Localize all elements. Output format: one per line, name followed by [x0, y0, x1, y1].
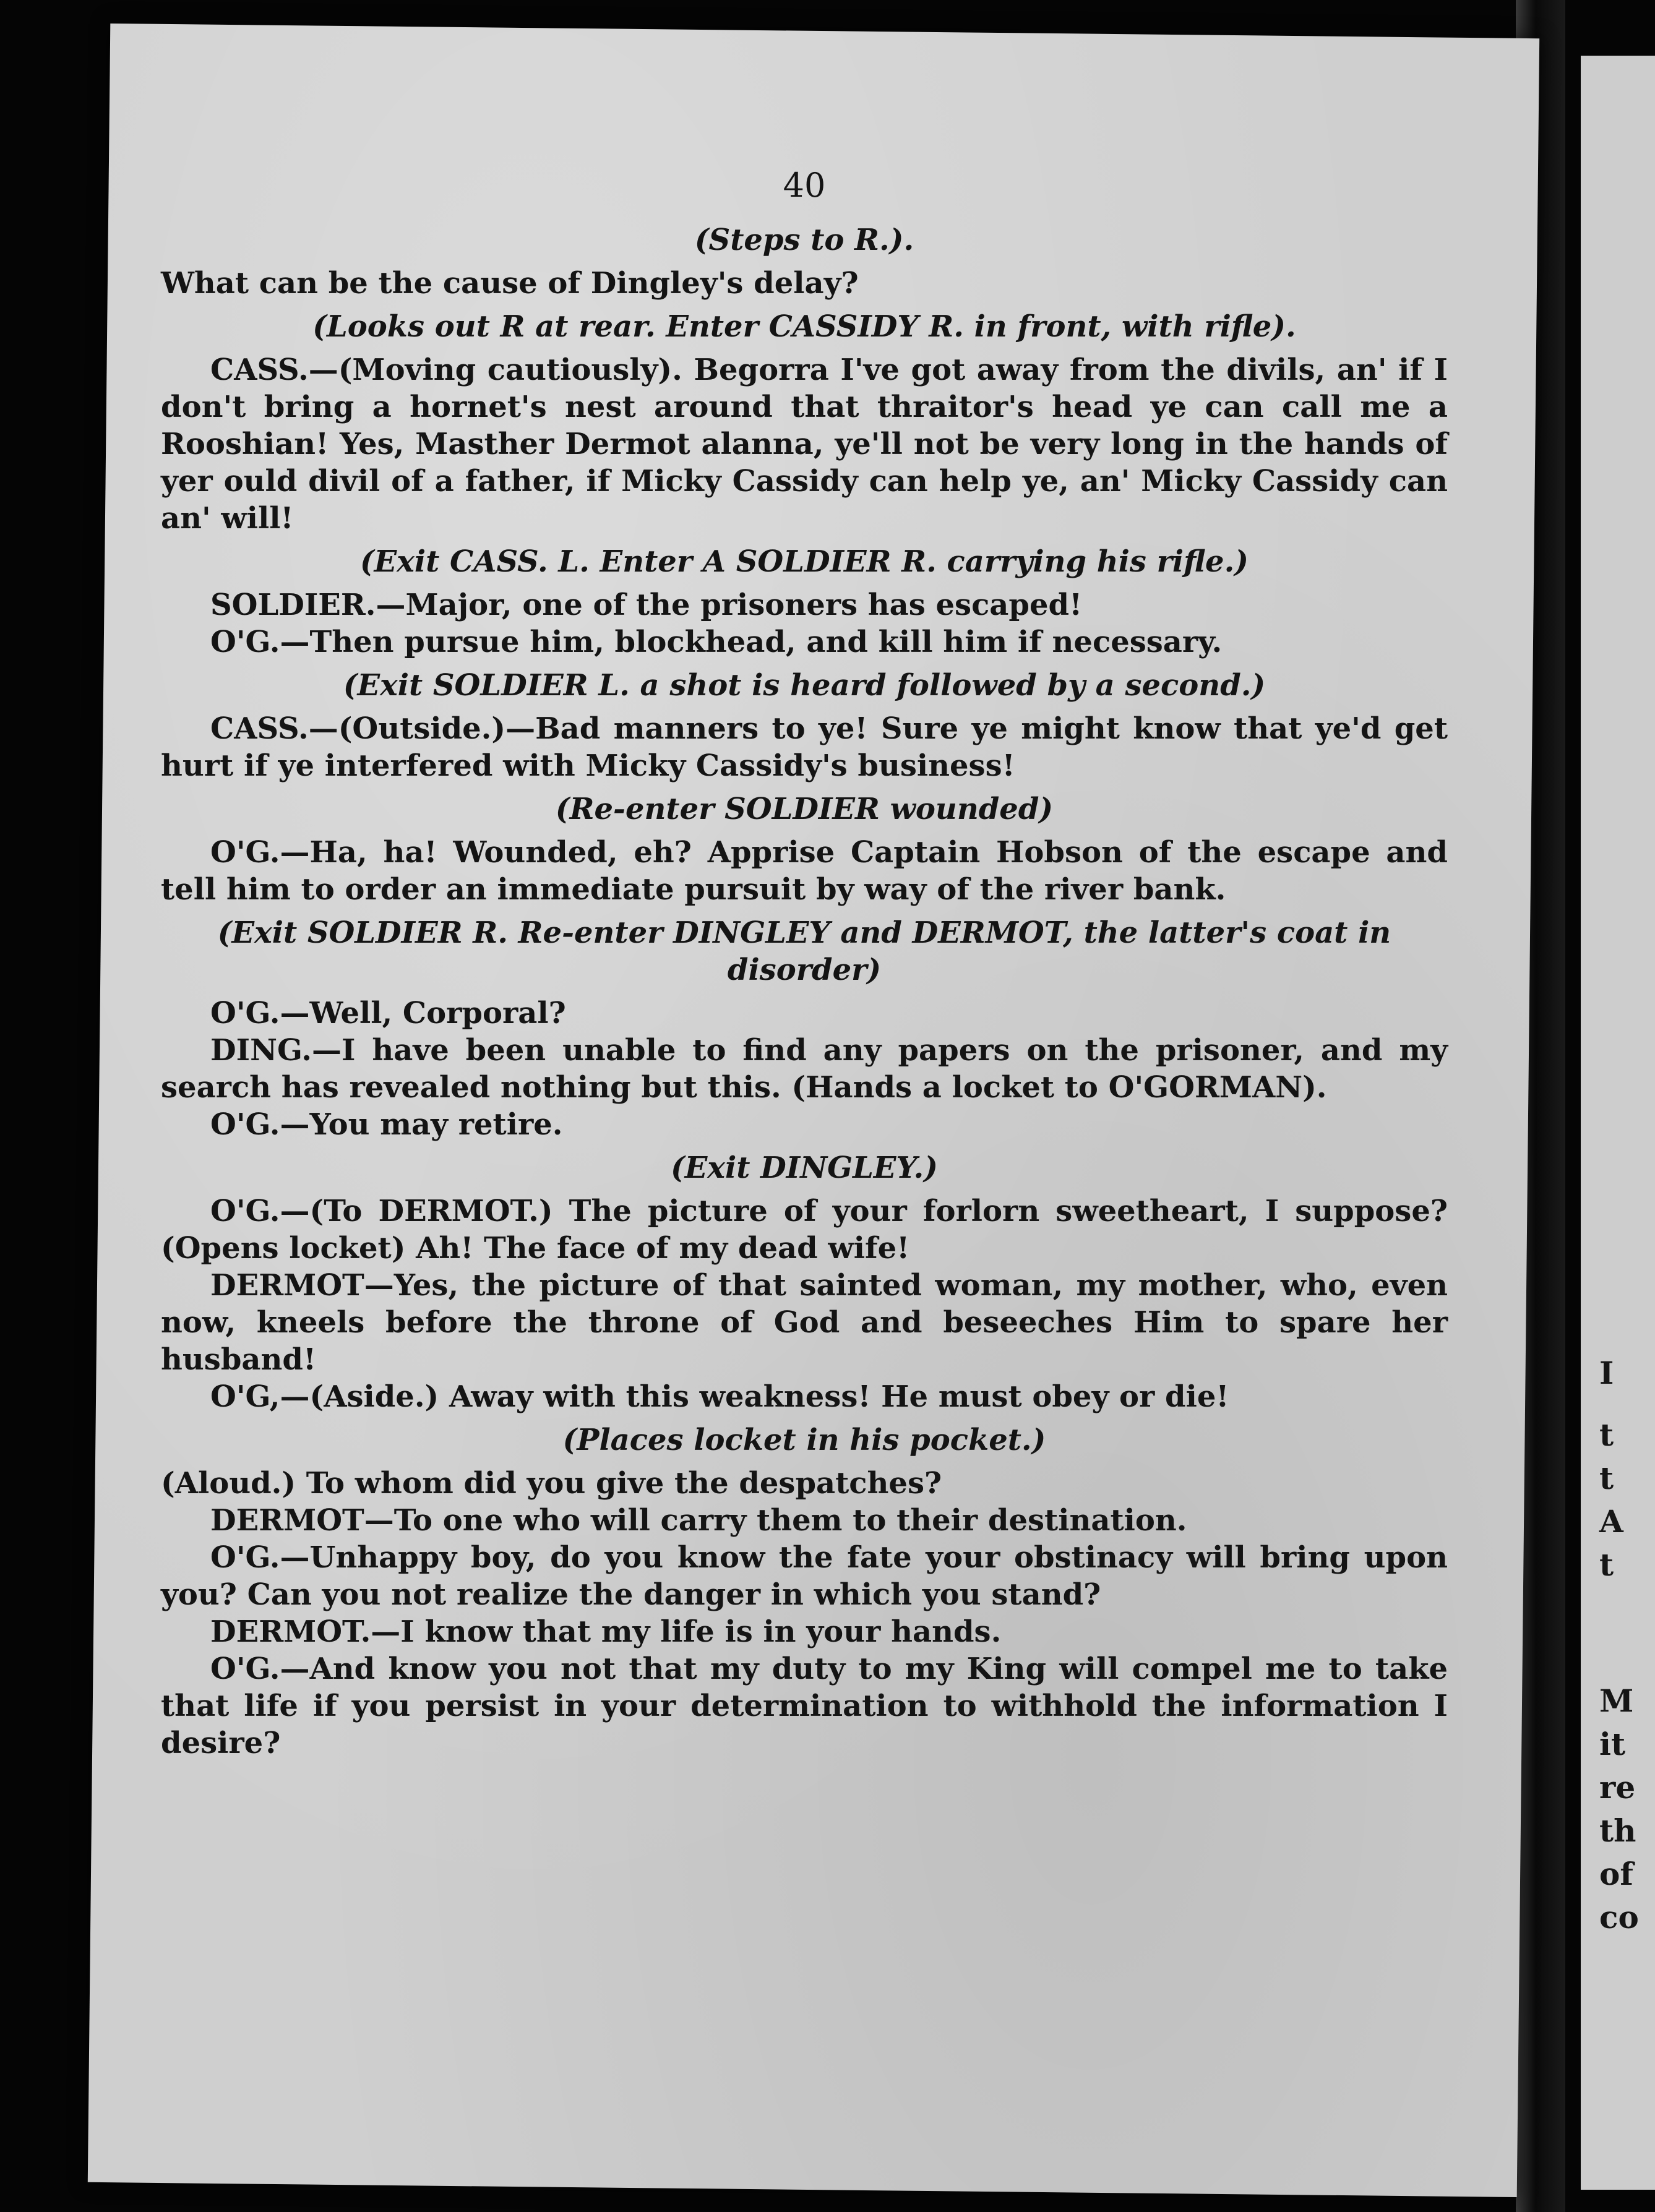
- dialogue-line: DERMOT—To one who will carry them to their destination.: [210, 1503, 1187, 1538]
- dialogue-line: O'G.—Ha, ha! Wounded, eh? Apprise Captain Hobson of the escape and tell him to order an immediate pursuit by way of the river bank.: [161, 835, 1448, 907]
- dialogue-line: (Aloud.) To whom did you give the despatches?: [161, 1466, 942, 1501]
- dialogue-line: O'G.—And know you not that my duty to my King will compel me to take that life if you persist in your determination to withhold the information I desire?: [161, 1652, 1448, 1760]
- facing-page-fragment: it: [1599, 1726, 1626, 1762]
- facing-page-fragment: of: [1599, 1856, 1633, 1892]
- facing-page-fragment: re: [1599, 1769, 1636, 1806]
- dialogue-line: DERMOT.—I know that my life is in your hands.: [210, 1614, 1002, 1649]
- facing-page-fragment: t: [1599, 1460, 1614, 1496]
- dialogue-line: O'G.—Then pursue him, blockhead, and kill him if necessary.: [210, 625, 1223, 659]
- dialogue-line: SOLDIER.—Major, one of the prisoners has escaped!: [210, 588, 1083, 622]
- facing-page-fragment: th: [1599, 1812, 1636, 1849]
- stage-direction: (Exit CASS. L. Enter A SOLDIER R. carrying his rifle.): [359, 544, 1249, 579]
- facing-page-fragment: A: [1599, 1503, 1623, 1540]
- dialogue-line: CASS.—(Outside.)—Bad manners to ye! Sure ye might know that ye'd get hurt if ye interfered with Micky Cassidy's business!: [161, 711, 1448, 783]
- page-number: 40: [783, 166, 826, 205]
- dialogue-line: What can be the cause of Dingley's delay?: [161, 266, 859, 301]
- facing-page-fragment: I: [1599, 1355, 1614, 1391]
- facing-page-edge: [1581, 56, 1655, 2190]
- facing-page-fragment: t: [1599, 1546, 1614, 1583]
- dialogue-line: DING.—I have been unable to find any papers on the prisoner, and my search has revealed nothing but this. (Hands a locket to O'GORMAN).: [161, 1033, 1448, 1105]
- dialogue-line: O'G.—You may retire.: [210, 1107, 563, 1142]
- dialogue-line: O'G.—Unhappy boy, do you know the fate your obstinacy will bring upon you? Can you not realize the danger in which you stand?: [161, 1540, 1448, 1612]
- facing-page-fragment: M: [1599, 1683, 1634, 1719]
- stage-direction: (Exit SOLDIER R. Re-enter DINGLEY and DERMOT, the latter's coat in disorder): [217, 915, 1391, 987]
- facing-page-fragment: t: [1599, 1417, 1614, 1453]
- stage-direction: (Places locket in his pocket.): [562, 1423, 1046, 1457]
- stage-direction: (Steps to R.).: [694, 223, 914, 257]
- script-blocks: [161, 221, 1448, 1762]
- dialogue-line: O'G.—Well, Corporal?: [210, 996, 566, 1031]
- dialogue-line: DERMOT—Yes, the picture of that sainted woman, my mother, who, even now, kneels before the throne of God and beseeches Him to spare her husband!: [161, 1268, 1448, 1377]
- stage-direction: (Re-enter SOLDIER wounded): [555, 792, 1054, 826]
- page-text: [161, 167, 1448, 1762]
- dialogue-line: CASS.—(Moving cautiously). Begorra I've got away from the divils, an' if I don't bring a hornet's nest around that thraitor's head ye can call me a Rooshian! Yes, Masther Dermot alanna, ye'll not be very long in the hands of yer ould divil of a father, if Micky Cassidy can help ye, an' Micky Cassidy can an' will!: [161, 353, 1448, 536]
- stage-direction: (Exit DINGLEY.): [671, 1151, 938, 1185]
- stage-direction: (Looks out R at rear. Enter CASSIDY R. in front, with rifle).: [312, 309, 1296, 344]
- facing-page-fragment: co: [1599, 1899, 1639, 1936]
- dialogue-line: O'G.—(To DERMOT.) The picture of your forlorn sweetheart, I suppose? (Opens locket) Ah! The face of my dead wife!: [161, 1194, 1448, 1266]
- stage-direction: (Exit SOLDIER L. a shot is heard followed by a second.): [343, 668, 1266, 703]
- dialogue-line: O'G,—(Aside.) Away with this weakness! He must obey or die!: [210, 1379, 1229, 1414]
